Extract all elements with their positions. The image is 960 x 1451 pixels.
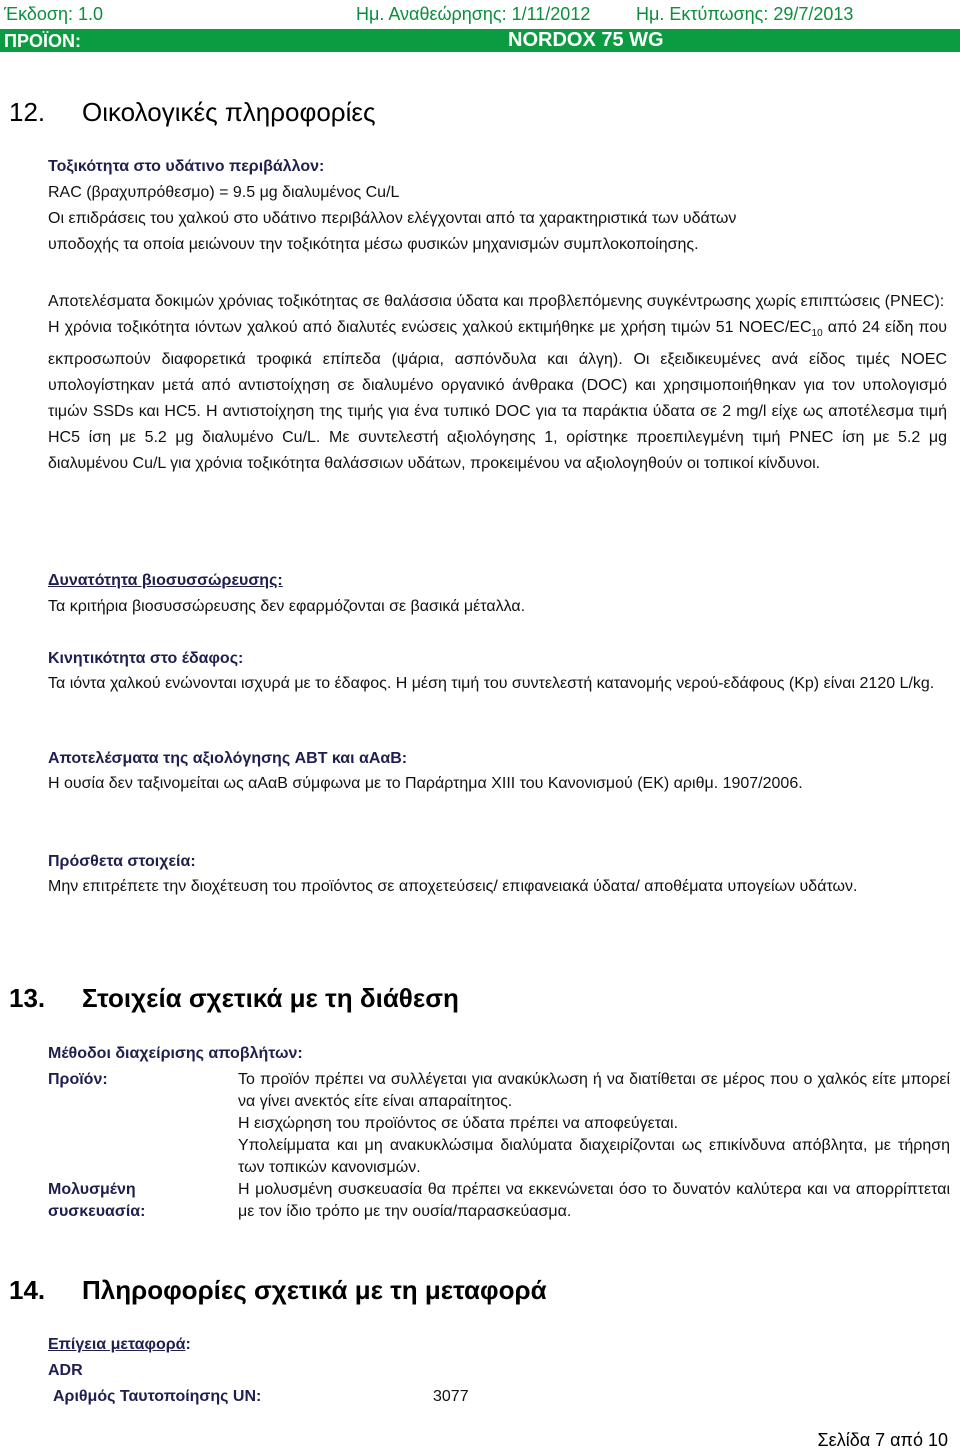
pbt-heading: Αποτελέσματα της αξιολόγησης ABT και αΑαΒ: (48, 750, 408, 767)
additional-text: Μην επιτρέπετε την διοχέτευση του προϊόντος σε αποχετεύσεις/ επιφανειακά ύδατα/ αποθέματα υπογείων υδάτων. (48, 878, 858, 895)
additional-heading: Πρόσθετα στοιχεία: (48, 853, 196, 870)
land-transport-heading: Επίγεια μεταφορά: (48, 1336, 191, 1353)
section-number: 13. (9, 983, 46, 1013)
product-waste-text: Το προϊόν πρέπει να συλλέγεται για ανακύκλωση ή να διατίθεται σε μέρος που ο χαλκός είτε μπορεί να γίνει ανεκτός είτε είναι απαραίτητος. Η εισχώρηση του προϊόντος σε ύδατα πρέπει να αποφεύγεται. Υπολείμματα και μη ανακυκλώσιμα διαλύματα διαχειρίζονται ως επικίνδυνα απόβλητα, με τήρηση των τοπικών κανονισμών. (238, 1071, 950, 1176)
packaging-label: Μολυσμένη συσκευασία: (48, 1181, 146, 1220)
p1-line2: υποδοχής τα οποία μειώνουν την τοξικότητα μέσω φυσικών μηχανισμών συμπλοκοποίησης. (48, 236, 699, 253)
page-footer: Σελίδα 7 από 10 (817, 1430, 948, 1450)
mobility-heading: Κινητικότητα στο έδαφος: (48, 650, 244, 667)
rac-line: RAC (βραχυπρόθεσμο) = 9.5 μg διαλυμένος Cu/L (48, 184, 400, 201)
packaging-text: Η μολυσμένη συσκευασία θα πρέπει να εκκενώνεται όσο το δυνατόν καλύτερα και να απορρίπτεται με τον ίδιο τρόπο με την ουσία/παρασκεύασμα. (238, 1181, 950, 1220)
adr-label: ADR (48, 1362, 83, 1379)
chronic-toxicity-paragraph: Αποτελέσματα δοκιμών χρόνιας τοξικότητας σε θαλάσσια ύδατα και προβλεπόμενης συγκέντρωσης χωρίς επιπτώσεις (PNEC): Η χρόνια τοξικότητα ιόντων χαλκού από διαλυτές ενώσεις χαλκού εκτιμήθηκε με χρήση τιμών 51 NOEC/$EC_{10}$ από 24 είδη που εκπροσωπούν διαφορετικά τροφικά επίπεδα (ψάρια, ασπόνδυλα και άλγη). Οι εξειδικευμένες ανά είδος τιμές NOEC υπολογίστηκαν μετά από αντιστοίχηση σε διαλυμένο οργανικό άνθρακα (DOC) και χρησιμοποιήθηκαν για τον υπολογισμό τιμών SSDs και HC5. Η αντιστοίχηση της τιμής για ένα τυπικό DOC για τα παράκτια ύδατα σε 2 mg/l είχε ως αποτέλεσμα τιμή HC5 ίση με 5.2 μg διαλυμένο Cu/L. Με συντελεστή αξιολόγησης 1, ορίστηκε προεπιλεγμένη τιμή PNEC ίση με 5.2 μg διαλυμένου Cu/L για χρόνια τοξικότητα θαλάσσιων υδάτων, προκειμένου να αξιολογηθούν οι τοπικοί κίνδυνοι. (48, 293, 948, 473)
edition: Έκδοση: 1.0 (4, 4, 104, 24)
bioaccumulation-heading: Δυνατότητα βιοσυσσώρευσης: (48, 572, 283, 589)
bioaccumulation-text: Τα κριτήρια βιοσυσσώρευσης δεν εφαρμόζονται σε βασικά μέταλλα. (48, 598, 526, 615)
section-title: Οικολογικές πληροφορίες (82, 97, 376, 127)
aquatic-heading: Τοξικότητα στο υδάτινο περιβάλλον: (48, 158, 325, 175)
product-name: NORDOX 75 WG (508, 29, 664, 51)
header-row-1 (0, 3, 960, 27)
pbt-text: Η ουσία δεν ταξινομείται ως αΑαΒ σύμφωνα με το Παράρτημα XIII του Κανονισμού (ΕΚ) αριθμ. 1907/2006. (48, 775, 803, 792)
section-title: Στοιχεία σχετικά με τη διάθεση (82, 983, 459, 1013)
un-number-label: Αριθμός Ταυτοποίησης UN: (53, 1388, 262, 1405)
section-number: 12. (9, 97, 46, 127)
print-date: Ημ. Εκτύπωσης: 29/7/2013 (636, 4, 854, 24)
header-row-2 (0, 29, 960, 52)
p1-line1: Οι επιδράσεις του χαλκού στο υδάτινο περιβάλλον ελέγχονται από τα χαρακτηριστικά των υδάτων (48, 210, 737, 227)
revision-date: Ημ. Αναθεώρησης: 1/11/2012 (356, 4, 591, 24)
product-waste-label: Προϊόν: (48, 1071, 108, 1088)
product-label: ΠΡΟΪΟΝ: (4, 31, 82, 51)
section-number: 14. (9, 1275, 46, 1305)
waste-methods-heading: Μέθοδοι διαχείρισης αποβλήτων: (48, 1045, 303, 1062)
section-title: Πληροφορίες σχετικά με τη μεταφορά (82, 1275, 547, 1305)
mobility-text: Τα ιόντα χαλκού ενώνονται ισχυρά με το έδαφος. Η μέση τιμή του συντελεστή κατανομής νερού-εδάφους (Kp) είναι 2120 L/kg. (48, 675, 935, 692)
un-number-value: 3077 (433, 1388, 469, 1405)
